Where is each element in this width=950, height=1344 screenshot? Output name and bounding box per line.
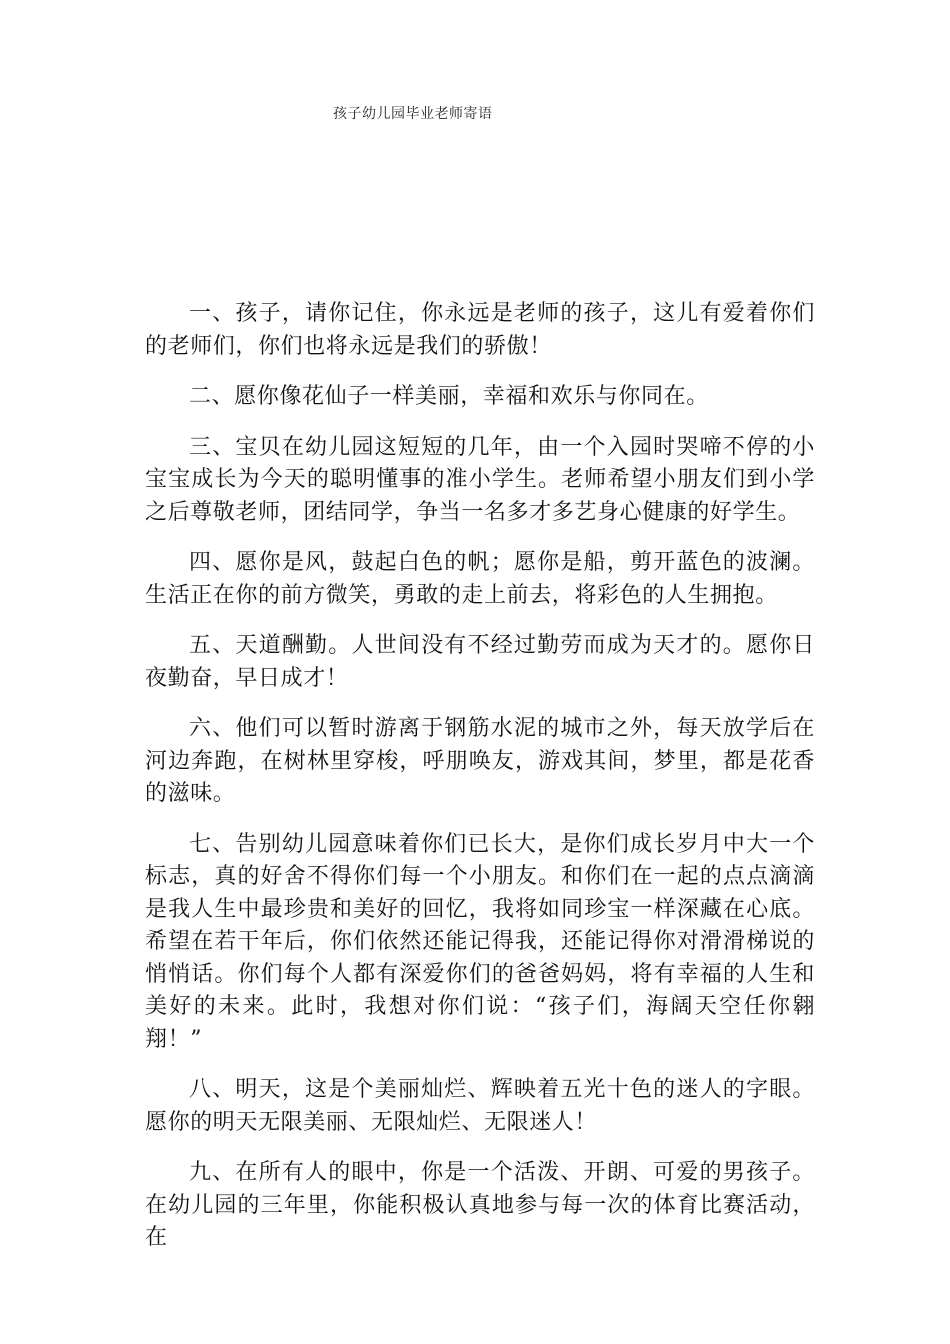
paragraph-9: 九、在所有人的眼中，你是一个活泼、开朗、可爱的男孩子。在幼儿园的三年里，你能积极认真地参与每一次的体育比赛活动，在 (145, 1160, 815, 1250)
paragraph-2: 二、愿你像花仙子一样美丽，幸福和欢乐与你同在。 (189, 384, 709, 409)
paragraph-7: 七、告别幼儿园意味着你们已长大，是你们成长岁月中大一个标志，真的好舍不得你们每一个小朋友。和你们在一起的点点滴滴是我人生中最珍贵和美好的回忆，我将如同珍宝一样深藏在心底。希望在若干年后，你们依然还能记得我，还能记得你对滑滑梯说的悄悄话。你们每个人都有深爱你们的爸爸妈妈，将有幸福的人生和美好的未来。此时，我想对你们说：“孩子们，海阔天空任你翱翔！” (145, 831, 815, 1052)
paragraph-6: 六、他们可以暂时游离于钢筋水泥的城市之外，每天放学后在河边奔跑，在树林里穿梭，呼朋唤友，游戏其间，梦里，都是花香的滋味。 (145, 716, 815, 806)
paragraph-1: 一、孩子，请你记住，你永远是老师的孩子，这儿有爱着你们的老师们，你们也将永远是我们的骄傲！ (145, 301, 815, 359)
document-title: 孩子幼儿园毕业老师寄语 (333, 106, 493, 122)
paragraph-5: 五、天道酬勤。人世间没有不经过勤劳而成为天才的。愿你日夜勤奋，早日成才！ (145, 633, 815, 691)
document-body (145, 298, 815, 1273)
paragraph-3: 三、宝贝在幼儿园这短短的几年，由一个入园时哭啼不停的小宝宝成长为今天的聪明懂事的准小学生。老师希望小朋友们到小学之后尊敬老师，团结同学，争当一名多才多艺身心健康的好学生。 (145, 434, 815, 525)
paragraph-8: 八、明天，这是个美丽灿烂、辉映着五光十色的迷人的字眼。愿你的明天无限美丽、无限灿烂、无限迷人！ (145, 1077, 815, 1135)
paragraph-4: 四、愿你是风，鼓起白色的帆；愿你是船，剪开蓝色的波澜。生活正在你的前方微笑，勇敢的走上前去，将彩色的人生拥抱。 (145, 550, 815, 608)
